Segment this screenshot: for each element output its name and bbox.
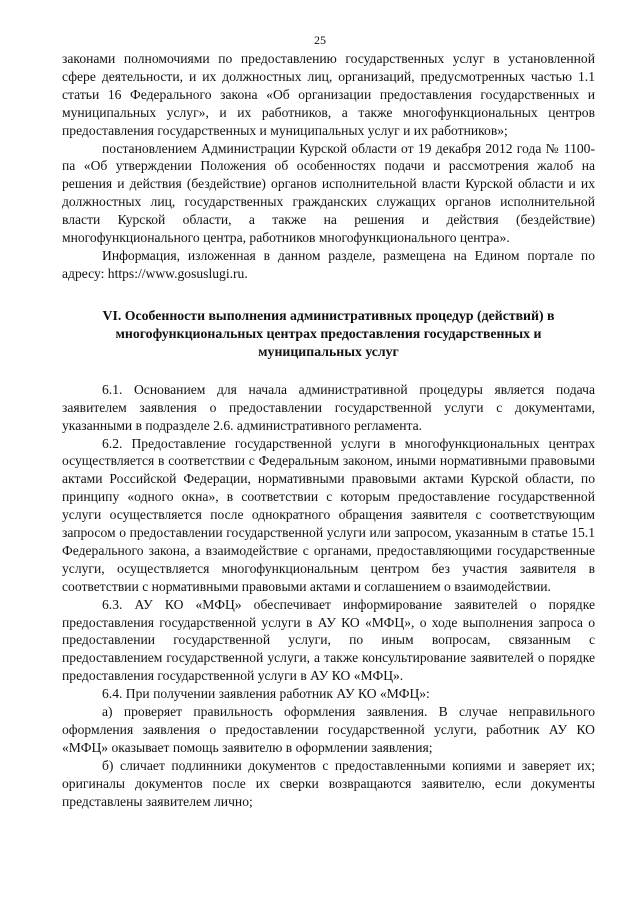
- document-body: [62, 50, 595, 811]
- paragraph: законами полномочиями по предоставлению государственных услуг в установленной сфере деятельности, и их должностных лиц, организаций, предусмотренных частью 1.1 статьи 16 Федерального закона «Об организации предоставления государственных и муниципальных услуг», и их работников, а также многофункциональных центров предоставления государственных и муниципальных услуг и их работников»;: [62, 51, 595, 138]
- paragraph: Информация, изложенная в данном разделе, размещена на Едином портале по адресу: https://www.gosuslugi.ru.: [62, 247, 595, 281]
- paragraphs-after: [62, 381, 595, 811]
- paragraph: постановлением Администрации Курской области от 19 декабря 2012 года № 1100-па «Об утверждении Положения об особенностях подачи и рассмотрения жалоб на решения и действия (бездействие) органов исполнительной власти Курской области и их должностных лиц, государственных гражданских служащих органов исполнительной власти Курской области, а также на решения и действия (бездействие) многофункционального центра, работников многофункционального центра».: [62, 140, 595, 246]
- paragraph: б) сличает подлинники документов с предоставленными копиями и заверяет их; оригиналы документов после их сверки возвращаются заявителю, если документы представлены заявителем лично;: [62, 757, 595, 809]
- paragraphs-before: [62, 50, 595, 283]
- paragraph: 6.1. Основанием для начала административной процедуры является подача заявителем заявления о предоставлении государственной услуги с документами, указанными в подразделе 2.6. административного регламента.: [62, 381, 595, 433]
- paragraph: 6.4. При получении заявления работник АУ КО «МФЦ»:: [102, 686, 430, 702]
- paragraph: 6.3. АУ КО «МФЦ» обеспечивает информирование заявителей о порядке предоставления государственной услуги в АУ КО «МФЦ», о ходе выполнения запроса о предоставлении государственной услуги, по иным вопросам, связанным с предоставлением государственной услуги, а также консультирование заявителей о порядке предоставления государственной услуги в АУ КО «МФЦ».: [62, 596, 595, 684]
- page-number: 25: [314, 33, 326, 47]
- paragraph: а) проверяет правильность оформления заявления. В случае неправильного оформления заявления о предоставлении государственной услуги, работник АУ КО «МФЦ» оказывает помощь заявителю в оформлении заявления;: [62, 704, 595, 755]
- paragraph: 6.2. Предоставление государственной услуги в многофункциональных центрах осуществляется в соответствии с Федеральным законом, иными нормативными правовыми актами Российской Федерации, нормативными правовыми актами Курской области, по принципу «одного окна», в соответствии с которым предоставление государственной услуги осуществляется после однократного обращения заявителя с соответствующим запросом о предоставлении государственной услуги или запросом, указанным в статье 15.1 Федерального закона, а взаимодействие с органами, предоставляющими государственные услуги, осуществляется многофункциональным центром без участия заявителя в соответствии с нормативными правовыми актами и соглашением о взаимодействии.: [62, 435, 595, 594]
- section-heading: VI. Особенности выполнения административных процедур (действий) в многофункциональных центрах предоставления государственных и муниципальных услуг: [102, 307, 555, 359]
